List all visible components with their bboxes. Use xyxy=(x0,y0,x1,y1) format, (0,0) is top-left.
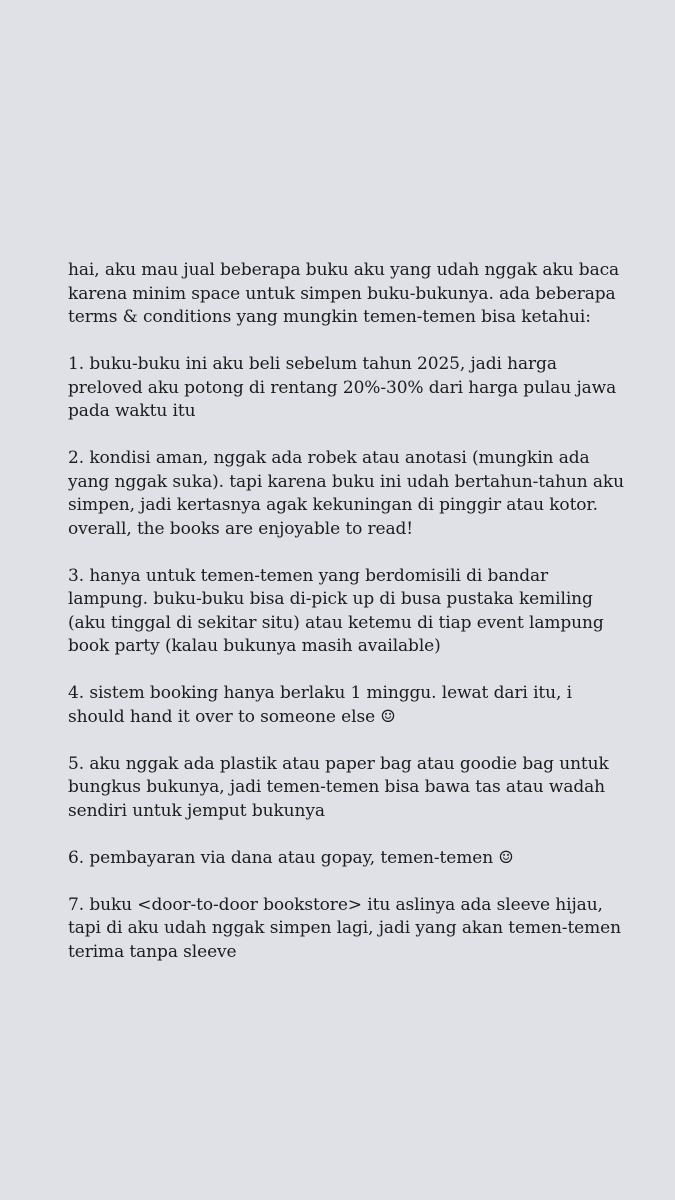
term-7-paragraph: 7. buku <door-to-door bookstore> itu aslinya ada sleeve hijau, tapi di aku udah nggak simpen lagi, jadi yang akan temen-temen terima tanpa sleeve xyxy=(68,894,621,962)
term-2-paragraph: 2. kondisi aman, nggak ada robek atau anotasi (mungkin ada yang nggak suka). tapi karena buku ini udah bertahun-tahun aku simpen, jadi kertasnya agak kekuningan di pinggir atau kotor. overall, the books are enjoyable to read! xyxy=(68,448,624,539)
term-4-paragraph: 4. sistem booking hanya berlaku 1 minggu. lewat dari itu, i should hand it over to someone else ☺ xyxy=(68,683,572,727)
term-1-paragraph: 1. buku-buku ini aku beli sebelum tahun 2025, jadi harga preloved aku potong di rentang 20%-30% dari harga pulau jawa pada waktu itu xyxy=(68,354,617,421)
story-text-block xyxy=(68,259,628,964)
term-3-paragraph: 3. hanya untuk temen-temen yang berdomisili di bandar lampung. buku-buku bisa di-pick up di busa pustaka kemiling (aku tinggal di sekitar situ) atau ketemu di tiap event lampung book party (kalau bukunya masih available) xyxy=(68,565,604,656)
term-5-paragraph: 5. aku nggak ada plastik atau paper bag atau goodie bag untuk bungkus bukunya, jadi temen-temen bisa bawa tas atau wadah sendiri untuk jemput bukunya xyxy=(68,753,609,821)
term-6-paragraph: 6. pembayaran via dana atau gopay, temen-temen ☺ xyxy=(68,847,514,868)
intro-paragraph: hai, aku mau jual beberapa buku aku yang udah nggak aku baca karena minim space untuk simpen buku-bukunya. ada beberapa terms & conditions yang mungkin temen-temen bisa ketahui: xyxy=(68,260,620,327)
